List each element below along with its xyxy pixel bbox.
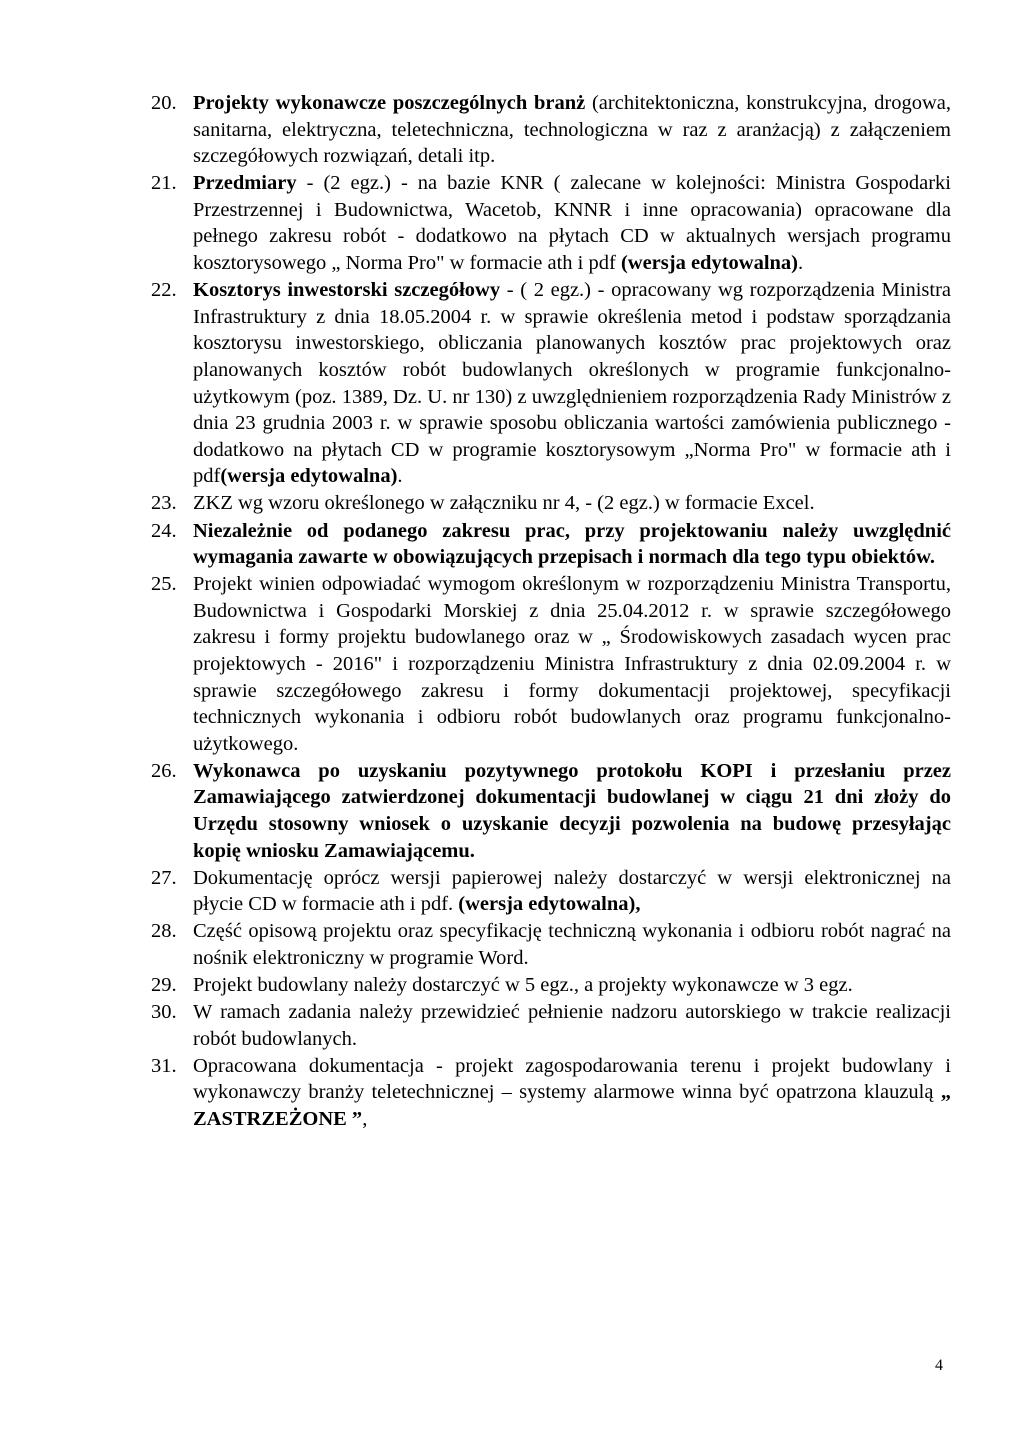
bold-text: Kosztorys inwestorski szczegółowy [193,279,501,302]
item-number: 28. [151,920,177,943]
item-text [193,972,951,999]
text-run: (architektoniczna, konstrukcyjna, drogowa, sanitarna, elektryczna, teletechniczna, technologiczna w raz z aranżacją) z załączeniem szczegółowych rozwiązań, detali itp. [193,92,952,168]
list-item [151,490,951,517]
item-text [193,865,951,918]
bold-text: Wykonawca po uzyskaniu pozytywnego protokołu KOPI i przesłaniu przez Zamawiającego zatwierdzonej dokumentacji budowlanej w ciągu 21 dni złoży do Urzędu stosowny wniosek o uzyskanie decyzji pozwolenia na budowę przesyłając kopię wniosku Zamawiającemu. [193,759,951,862]
text-run: Projekt winien odpowiadać wymogom określonym w rozporządzeniu Ministra Transportu, Budownictwa i Gospodarki Morskiej z dnia 25.04.2012 r. w sprawie szczegółowego zakresu i formy projektu budowlanego oraz w „ Środowiskowych zasadach wycen prac projektowych - 2016" i rozporządzeniu Ministra Infrastruktury z dnia 02.09.2004 r. w sprawie szczegółowego zakresu i formy dokumentacji projektowej, specyfikacji technicznych wykonania i odbioru robót budowlanych oraz programu funkcjonalno-użytkowego. [193,573,951,755]
item-number: 20. [151,92,177,114]
list-item [151,758,951,864]
text-run: Opracowana dokumentacja - projekt zagospodarowania terenu i projekt budowlany i wykonawczy branży teletechnicznej – systemy alarmowe winna być opatrzona klauzulą [193,1054,951,1104]
item-number: 30. [151,1001,177,1024]
list-item [151,1053,951,1133]
item-number: 25. [151,573,177,596]
item-text [193,490,951,517]
item-number: 24. [151,519,177,542]
list-item [151,571,951,757]
text-run: ZKZ wg wzoru określonego w załączniku nr 4, - (2 egz.) w formacie Excel. [193,492,815,515]
text-run: - ( 2 egz.) - opracowany wg rozporządzenia Ministra Infrastruktury z dnia 18.05.2004 r. w sprawie określenia metod i podstaw sporządzania kosztorysu inwestorskiego, obliczania planowanych kosztów prac projektowych oraz planowanych kosztów robót budowlanych określonych w programie funkcjonalno-użytkowym (poz. 1389, Dz. U. nr 130) z uwzględnieniem rozporządzenia Rady Ministrów z dnia 23 grudnia 2003 r. w sprawie sposobu obliczania wartości zamówienia publicznego - dodatkowo na płytach CD w programie kosztorysowym „Norma Pro" w formacie ath i pdf [193,279,951,488]
item-text [193,518,951,571]
text-run: , [362,1108,368,1131]
text-run: Część opisową projektu oraz specyfikację techniczną wykonania i odbioru robót nagrać na nośnik elektroniczny w programie Word. [193,920,951,969]
item-text [193,571,951,757]
list-item [151,865,951,918]
list-item [151,999,951,1052]
bold-text: „ ZASTRZEŻONE ” [193,1081,951,1131]
item-text [193,170,951,276]
item-number: 26. [151,759,177,782]
item-number: 29. [151,974,177,997]
list-item [151,918,951,971]
text-run: Projekt budowlany należy dostarczyć w 5 egz., a projekty wykonawcze w 3 egz. [193,974,853,997]
item-text [193,918,951,971]
item-number: 23. [151,492,177,515]
text-run: . [798,252,804,275]
text-run: . [397,465,403,488]
list-item [151,277,951,490]
item-number: 21. [151,172,177,195]
text-run: - (2 egz.) - na bazie KNR ( zalecane w kolejności: Ministra Gospodarki Przestrzennej i Budownictwa, Wacetob, KNNR i inne opracowania) opracowane dla pełnego zakresu robót - dodatkowo na płytach CD w aktualnych wersjach programu kosztorysowego „ Norma Pro" w formacie ath i pdf [193,172,951,275]
bold-text: Niezależnie od podanego zakresu prac, przy projektowaniu należy uwzględnić wymagania zawarte w obowiązujących przepisach i normach dla tego typu obiektów. [193,519,951,569]
list-item [151,518,951,571]
bold-text: (wersja edytowalna), [458,893,641,916]
bold-text: Przedmiary [193,172,297,195]
item-number: 27. [151,866,177,889]
item-text [193,90,951,170]
bold-text: (wersja edytowalna) [220,465,398,488]
item-text [193,999,951,1052]
item-text [193,1053,951,1133]
list-item [151,972,951,999]
item-text [193,758,951,864]
bold-text: Projekty wykonawcze poszczególnych branż [193,92,586,114]
text-run: Dokumentację oprócz wersji papierowej należy dostarczyć w wersji elektronicznej na płycie CD w formacie ath i pdf. [193,866,951,916]
item-number: 31. [151,1054,177,1077]
list-item [151,170,951,276]
numbered-list [151,90,951,1133]
text-run: W ramach zadania należy przewidzieć pełnienie nadzoru autorskiego w trakcie realizacji robót budowlanych. [193,1001,951,1050]
bold-text: (wersja edytowalna) [620,252,799,275]
list-item [151,90,951,170]
page-number: 4 [935,1357,943,1374]
item-number: 22. [151,279,177,302]
item-text [193,277,951,490]
